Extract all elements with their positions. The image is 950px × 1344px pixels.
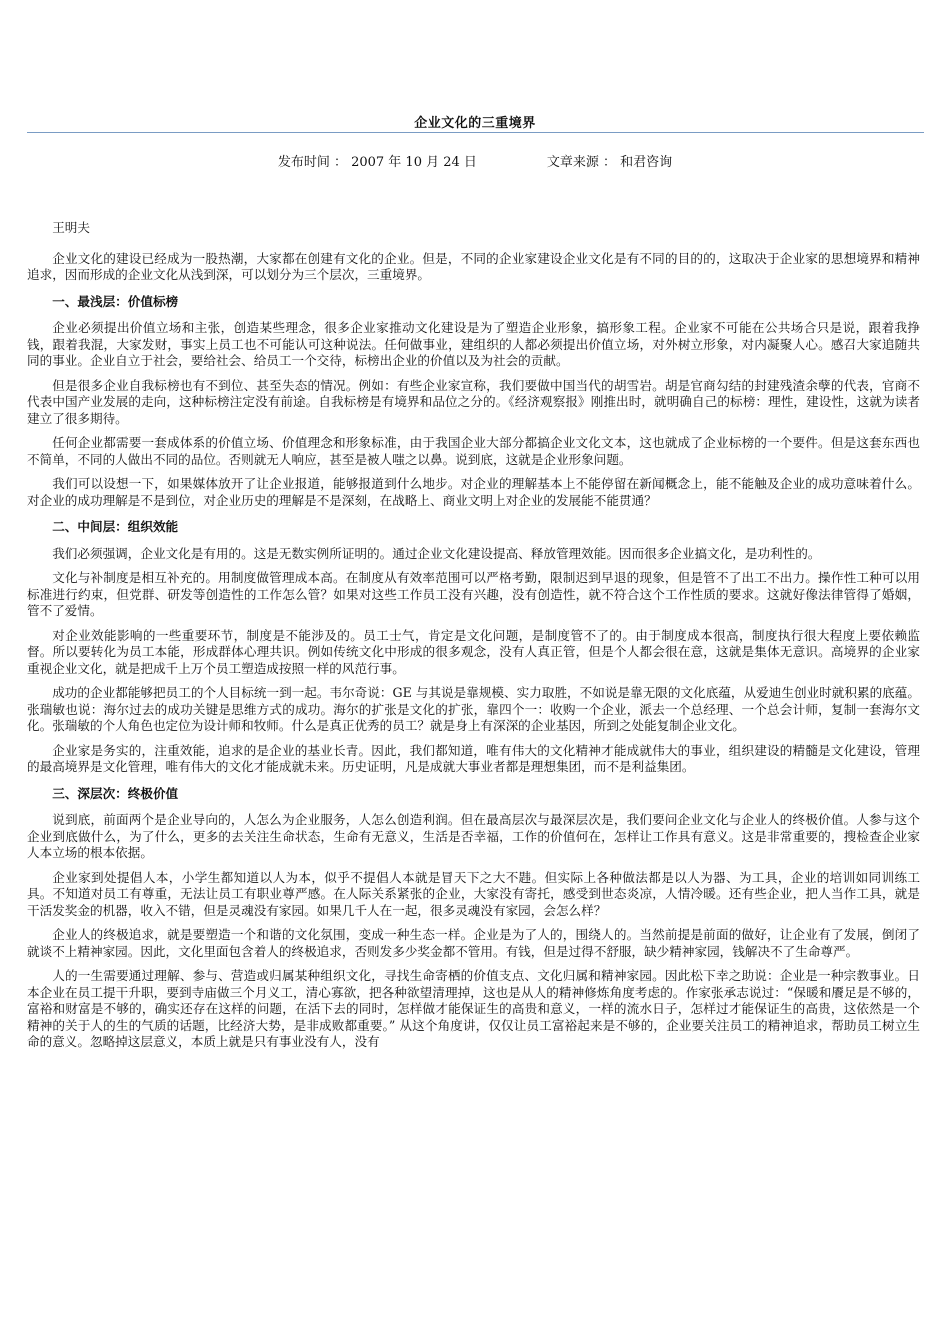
- paragraph: 我们可以设想一下，如果媒体放开了让企业报道，能够报道到什么地步。对企业的理解基本上不能停留在新闻概念上，能不能触及企业的成功意味着什么。对企业的成功理解是不是到位，对企业历史的理解是不是深刻，在战略上、商业文明上对企业的发展能不能贯通？: [27, 476, 920, 508]
- article-body: [27, 220, 920, 1059]
- paragraph: 企业家到处提倡人本，小学生都知道以人为本，似乎不提倡人本就是冒天下之大不韪。但实际上各种做法都是以人为器、为工具，企业的培训如同训练工具。不知道对员工有尊重，无法让员工有职业尊严感。在人际关系紧张的企业，大家没有寄托，感受到世态炎凉，人情冷暖。还有些企业，把人当作工具，就是干活发奖金的机器，收入不错，但是灵魂没有家园。如果几千人在一起，很多灵魂没有家园，会怎么样？: [27, 869, 920, 918]
- paragraph: 企业家是务实的，注重效能，追求的是企业的基业长青。因此，我们都知道，唯有伟大的文化精神才能成就伟大的事业，组织建设的精髓是文化建设，管理的最高境界是文化管理，唯有伟大的文化才能成就未来。历史证明，凡是成就大事业者都是理想集团，而不是利益集团。: [27, 742, 920, 774]
- author-name: 王明夫: [52, 220, 90, 235]
- paragraph: 成功的企业都能够把员工的个人目标统一到一起。韦尔奇说：GE 与其说是靠规模、实力取胜，不如说是靠无限的文化底蕴，从爱迪生创业时就积累的底蕴。张瑞敏也说：海尔过去的成功关键是思维方式的成功。海尔的扩张是文化的扩张，靠四个一：收购一个企业，派去一个总经理、一个总会计师，复制一套海尔文化。张瑞敏的个人角色也定位为设计师和牧师。什么是真正优秀的员工？就是身上有深深的企业基因，所到之处能复制企业文化。: [27, 685, 920, 733]
- paragraph: 企业人的终极追求，就是要塑造一个和谐的文化氛围，变成一种生态一样。企业是为了人的，围绕人的。当然前提是前面的做好，让企业有了发展，倒闭了就谈不上精神家园。因此，文化里面包含着人的终极追求，否则发多少奖金都不管用。有钱，但是过得不舒服，缺少精神家园，钱解决不了生命尊严。: [27, 927, 920, 959]
- paragraph: 任何企业都需要一套成体系的价值立场、价值理念和形象标准，由于我国企业大部分都搞企业文化文本，这也就成了企业标榜的一个要件。但是这套东西也不简单，不同的人做出不同的品位。否则就无人响应，甚至是被人嗤之以鼻。说到底，这就是企业形象问题。: [27, 435, 920, 467]
- paragraph: 文化与补制度是相互补充的。用制度做管理成本高。在制度从有效率范围可以严格考勤，限制迟到早退的现象，但是管不了出工不出力。操作性工种可以用标准进行约束，但党群、研发等创造性的工作怎么管？如果对这些工作员工没有兴趣，没有创造性，就不符合这个工作性质的要求。这就好像法律管得了婚姻，管不了爱情。: [27, 570, 920, 618]
- section-heading-2: 二、中间层：组织效能: [52, 519, 179, 534]
- paragraph: 但是很多企业自我标榜也有不到位、甚至失态的情况。例如：有些企业家宣称，我们要做中国当代的胡雪岩。胡是官商勾结的封建残渣余孽的代表，官商不代表中国产业发展的走向，这种标榜注定没有前途。自我标榜是有境界和品位之分的。《经济观察报》刚推出时，就明确自己的标榜：理性，建设性，这就为读者建立了很多期待。: [27, 377, 920, 426]
- paragraph: 说到底，前面两个是企业导向的，人怎么为企业服务，人怎么创造利润。但在最高层次与最深层次是，我们要问企业文化与企业人的终极价值。人参与这个企业到底做什么，为了什么，更多的去关注生命状态，生命有无意义，生活是否幸福，工作的价值何在，怎样让工作具有意义。这是非常重要的，搜检查企业家人本立场的根本依据。: [27, 812, 920, 860]
- publish-date: 发布时间 ： 2007 年 10 月 24 日: [277, 155, 477, 170]
- intro-paragraph: 企业文化的建设已经成为一股热潮，大家都在创建有文化的企业。但是，不同的企业家建设企业文化是有不同的目的的，这取决于企业家的思想境界和精神追求，因而形成的企业文化从浅到深，可以划分为三个层次，三重境界。: [27, 250, 920, 282]
- paragraph: 人的一生需要通过理解、参与、营造或归属某种组织文化，寻找生命寄栖的价值支点、文化归属和精神家园。因此松下幸之助说：企业是一种宗教事业。日本企业在员工提干升职，要到寺庙做三个月义工，清心寡欲，把各种欲望清理掉，这也是从人的精神修炼角度考虑的。作家张承志说过：“保暖和餍足是不够的，富裕和财富是不够的，确实还存在这样的问题，在活下去的同时，怎样做才能保证生的高贵和意义，一样的流水日子，怎样过才能保证生的高贵，这依然是一个精神的关于人的生的气质的话题，比经济大势，是非成败都重要。” 从这个角度讲，仅仅让员工富裕起来是不够的，企业要关注员工的精神追求，帮助员工树立生命的意义。忽略掉这层意义，本质上就是只有事业没有人，没有: [27, 968, 920, 1049]
- paragraph: 企业必须提出价值立场和主张，创造某些理念，很多企业家推动文化建设是为了塑造企业形象，搞形象工程。企业家不可能在公共场合只是说，跟着我挣钱，跟着我混，大家发财，事实上员工也不可能认可这种说法。任何做事业，建组织的人都必须提出价值立场，对外树立形象，对内凝聚人心。感召大家追随共同的事业。企业自立于社会，要给社会、给员工一个交待，标榜出企业的价值以及为社会的贡献。: [27, 320, 920, 368]
- paragraph: 对企业效能影响的一些重要环节，制度是不能涉及的。员工士气，肯定是文化问题，是制度管不了的。由于制度成本很高，制度执行很大程度上要依赖监督。所以要转化为员工本能，形成群体心理共识。例如传统文化中形成的很多观念，没有人真正管，但是个人都会很在意，这就是集体无意识。高境界的企业家重视企业文化，就是把成千上万个员工塑造成按照一样的风范行事。: [27, 627, 920, 676]
- paragraph: 我们必须强调，企业文化是有用的。这是无数实例所证明的。通过企业文化建设提高、释放管理效能。因而很多企业搞文化，是功利性的。: [52, 545, 821, 561]
- article-meta: [0, 155, 950, 171]
- article-source: 文章来源 ： 和君咨询: [546, 155, 673, 170]
- section-heading-1: 一、最浅层：价值标榜: [52, 293, 179, 309]
- title-divider: [27, 132, 924, 133]
- section-heading-3: 三、深层次：终极价值: [52, 785, 179, 801]
- article-title: 企业文化的三重境界: [414, 116, 536, 131]
